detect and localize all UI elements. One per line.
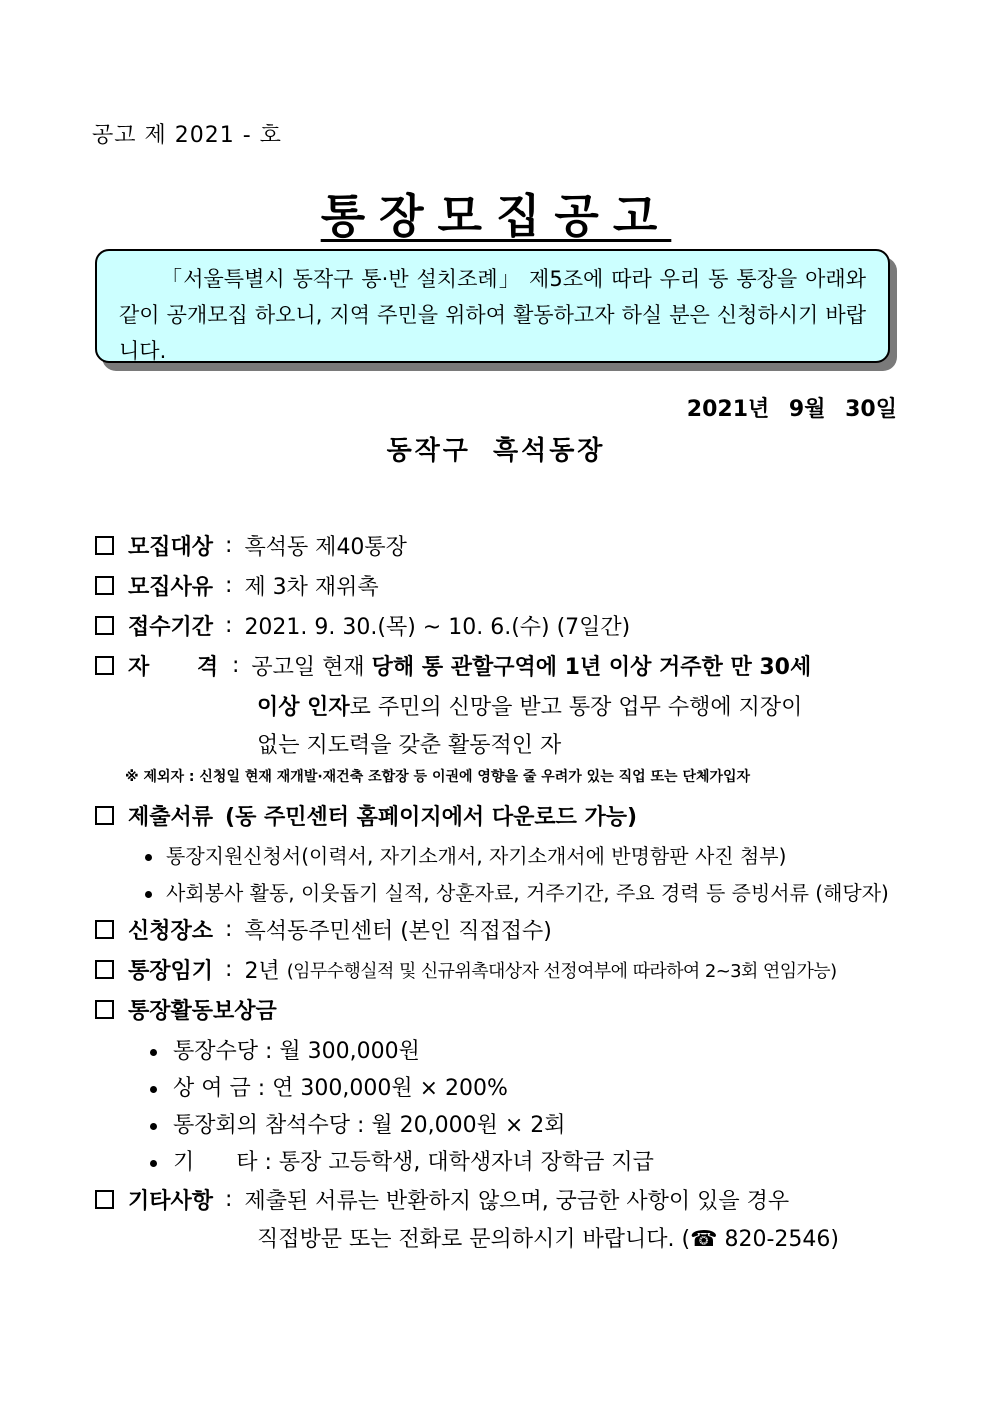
item-target	[95, 530, 407, 561]
item-label: 접수기간	[128, 615, 214, 640]
compensation-bullet	[150, 1071, 508, 1102]
bullet-icon	[150, 1086, 157, 1093]
colon: :	[232, 653, 240, 678]
qualification-line2-post: 로 주민의 신망을 받고 통장 업무 수행에 지장이	[349, 695, 803, 720]
colon: :	[225, 1187, 233, 1212]
compensation-bullet	[150, 1145, 654, 1176]
item-value: 제 3차 재위촉	[244, 575, 379, 600]
qualification-line2-bold: 이상 인자	[257, 695, 350, 720]
item-period	[95, 610, 630, 641]
checkbox-icon	[95, 806, 114, 825]
qualification-line1-bold: 당해 통 관할구역에 1년 이상 거주한 만 30세	[371, 655, 812, 680]
colon: :	[225, 573, 233, 598]
document-bullet	[145, 877, 889, 906]
document-title	[0, 180, 992, 246]
item-label: 신청장소	[128, 919, 214, 944]
term-value-post: (임무수행실적 및 신규위촉대상자 선정여부에 따라하여 2~3회 연임가능)	[286, 960, 837, 982]
item-value: 흑석동 제40통장	[244, 535, 407, 560]
bullet-icon	[150, 1049, 157, 1056]
checkbox-icon	[95, 1190, 114, 1209]
compensation-bullet	[150, 1034, 420, 1065]
item-compensation	[95, 994, 277, 1025]
bullet-text: 사회봉사 활동, 이웃돕기 실적, 상훈자료, 거주기간, 주요 경력 등 증빙서류 (해당자)	[166, 881, 889, 905]
checkbox-icon	[95, 616, 114, 635]
item-term	[95, 954, 837, 985]
colon: :	[225, 533, 233, 558]
notice-date: 2021년 9월 30일	[686, 397, 897, 422]
intro-text: 「서울특별시 동작구 통·반 설치조례」 제5조에 따라 우리 동 통장을 아래와 같이 공개모집 하오니, 지역 주민을 위하여 활동하고자 하실 분은 신청하시기 바랍니다.	[119, 267, 866, 363]
bullet-text: 기 타 : 통장 고등학생, 대학생자녀 장학금 지급	[173, 1150, 654, 1175]
qualification-line2	[257, 690, 802, 721]
term-value-pre: 2년	[244, 959, 287, 984]
exclusion-note: ※ 제외자 : 신청일 현재 재개발·재건축 조합장 등 이권에 영향을 줄 우려가 있는 직업 또는 단체가입자	[125, 769, 751, 785]
item-label: 통장활동보상금	[128, 999, 277, 1024]
bullet-icon	[150, 1160, 157, 1167]
qualification-line3: 없는 지도력을 갖춘 활동적인 자	[257, 733, 562, 758]
bullet-text: 통장회의 참석수당 : 월 20,000원 × 2회	[173, 1113, 566, 1138]
item-label: 기타사항	[128, 1189, 214, 1214]
colon: :	[225, 613, 233, 638]
item-place	[95, 914, 552, 945]
item-reason	[95, 570, 379, 601]
document-title-text: 통장모집공고	[320, 189, 672, 243]
bullet-icon	[145, 891, 152, 898]
checkbox-icon	[95, 960, 114, 979]
intro-box	[95, 249, 890, 363]
bullet-text: 상 여 금 : 연 300,000원 × 200%	[173, 1076, 508, 1101]
bullet-icon	[150, 1123, 157, 1130]
checkbox-icon	[95, 536, 114, 555]
item-other	[95, 1184, 789, 1215]
document-bullet	[145, 840, 786, 869]
item-value: 2021. 9. 30.(목) ~ 10. 6.(수) (7일간)	[244, 615, 631, 640]
bullet-text: 통장수당 : 월 300,000원	[173, 1039, 420, 1064]
item-value: (동 주민센터 홈페이지에서 다운로드 가능)	[225, 805, 638, 830]
bullet-text: 통장지원신청서(이력서, 자기소개서, 자기소개서에 반명함판 사진 첨부)	[166, 844, 787, 868]
checkbox-icon	[95, 920, 114, 939]
item-value: 제출된 서류는 반환하지 않으며, 궁금한 사항이 있을 경우	[244, 1189, 790, 1214]
item-value: 흑석동주민센터 (본인 직접접수)	[244, 919, 552, 944]
item-documents	[95, 800, 637, 831]
checkbox-icon	[95, 576, 114, 595]
colon: :	[225, 917, 233, 942]
compensation-bullet	[150, 1108, 566, 1139]
other-line2: 직접방문 또는 전화로 문의하시기 바랍니다. (☎ 820-2546)	[257, 1227, 839, 1252]
notice-number: 공고 제 2021 - 호	[92, 123, 282, 148]
item-label: 자 격	[128, 655, 219, 680]
item-label: 모집사유	[128, 575, 214, 600]
colon: :	[225, 957, 233, 982]
issuer: 동작구 흑석동장	[386, 436, 606, 466]
item-label: 통장임기	[128, 959, 214, 984]
qualification-line1-pre: 공고일 현재	[251, 655, 372, 680]
item-qualification	[95, 650, 811, 681]
item-label: 모집대상	[128, 535, 214, 560]
checkbox-icon	[95, 656, 114, 675]
bullet-icon	[145, 854, 152, 861]
checkbox-icon	[95, 1000, 114, 1019]
item-label: 제출서류	[128, 805, 214, 830]
